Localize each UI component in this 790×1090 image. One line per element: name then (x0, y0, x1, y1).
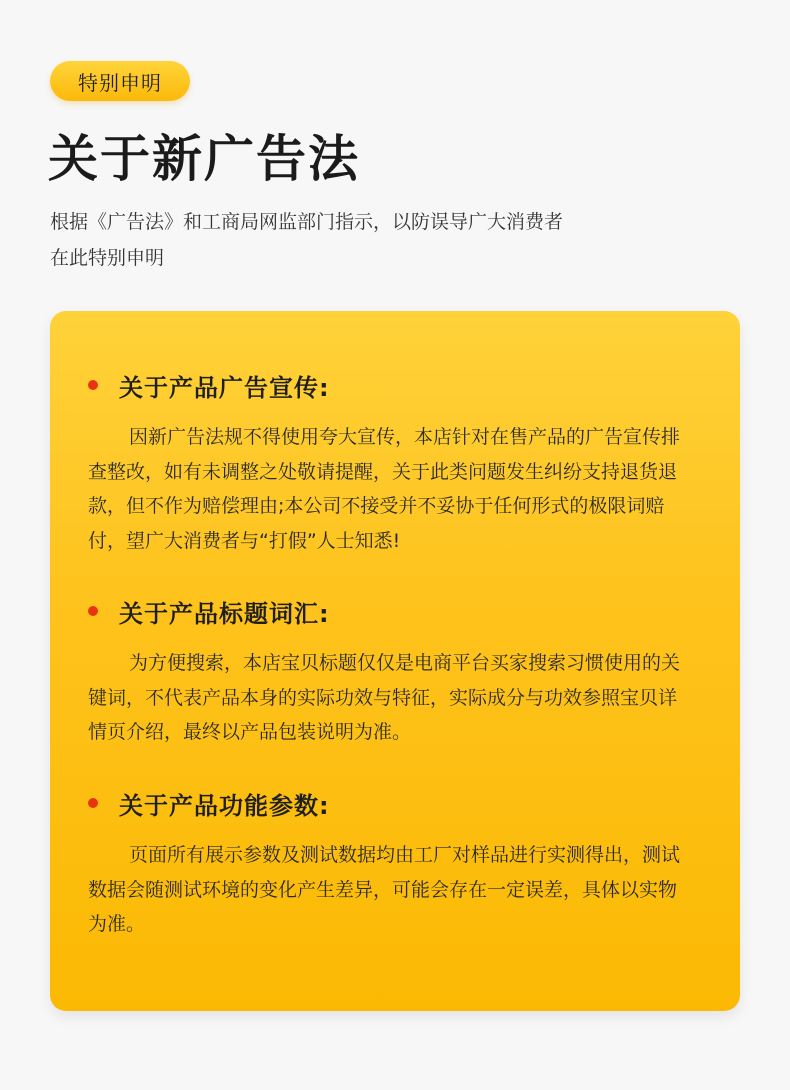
body-line: 页面所有展示参数及测试数据均由工厂对样品进行实测得出，测试 (129, 844, 681, 866)
section-title-keywords (88, 591, 712, 750)
body-line: 情页介绍，最终以产品包装说明为准。 (88, 721, 412, 743)
body-line: 款，但不作为赔偿理由;本公司不接受并不妥协于任何形式的极限词赔 (88, 495, 665, 517)
body-line: 因新广告法规不得使用夸大宣传，本店针对在售产品的广告宣传排 (129, 426, 681, 448)
section-body (88, 838, 712, 942)
bullet-dot-icon (88, 380, 98, 390)
intro-line: 根据《广告法》和工商局网监部门指示，以防误导广大消费者 (50, 211, 564, 233)
page-title: 关于新广告法 (48, 130, 360, 188)
section-body (88, 420, 712, 558)
body-line: 查整改，如有未调整之处敬请提醒，关于此类问题发生纠纷支持退货退 (88, 460, 678, 483)
section-heading (88, 591, 712, 631)
bullet-dot-icon (88, 606, 98, 616)
body-line: 付，望广大消费者与“打假”人士知悉! (88, 529, 401, 552)
body-line: 为方便搜索，本店宝贝标题仅仅是电商平台买家搜索习惯使用的关 (129, 652, 681, 674)
intro-paragraph (50, 204, 700, 276)
section-title: 关于产品广告宣传: (119, 373, 330, 402)
section-heading (88, 365, 712, 405)
notice-badge (50, 61, 190, 101)
bullet-dot-icon (88, 798, 98, 808)
section-title: 关于产品功能参数: (119, 791, 330, 820)
body-line: 键词，不代表产品本身的实际功效与特征，实际成分与功效参照宝贝详 (88, 686, 678, 709)
body-line: 为准。 (88, 913, 146, 935)
intro-line: 在此特别申明 (50, 247, 165, 269)
body-line: 数据会随测试环境的变化产生差异，可能会存在一定误差，具体以实物 (88, 878, 678, 901)
section-body (88, 646, 712, 750)
statement-card (50, 311, 740, 1011)
section-heading (88, 783, 712, 823)
notice-badge-label: 特别申明 (78, 70, 162, 95)
section-ad-promotion (88, 365, 712, 558)
section-function-params (88, 783, 712, 942)
section-title: 关于产品标题词汇: (119, 599, 330, 628)
